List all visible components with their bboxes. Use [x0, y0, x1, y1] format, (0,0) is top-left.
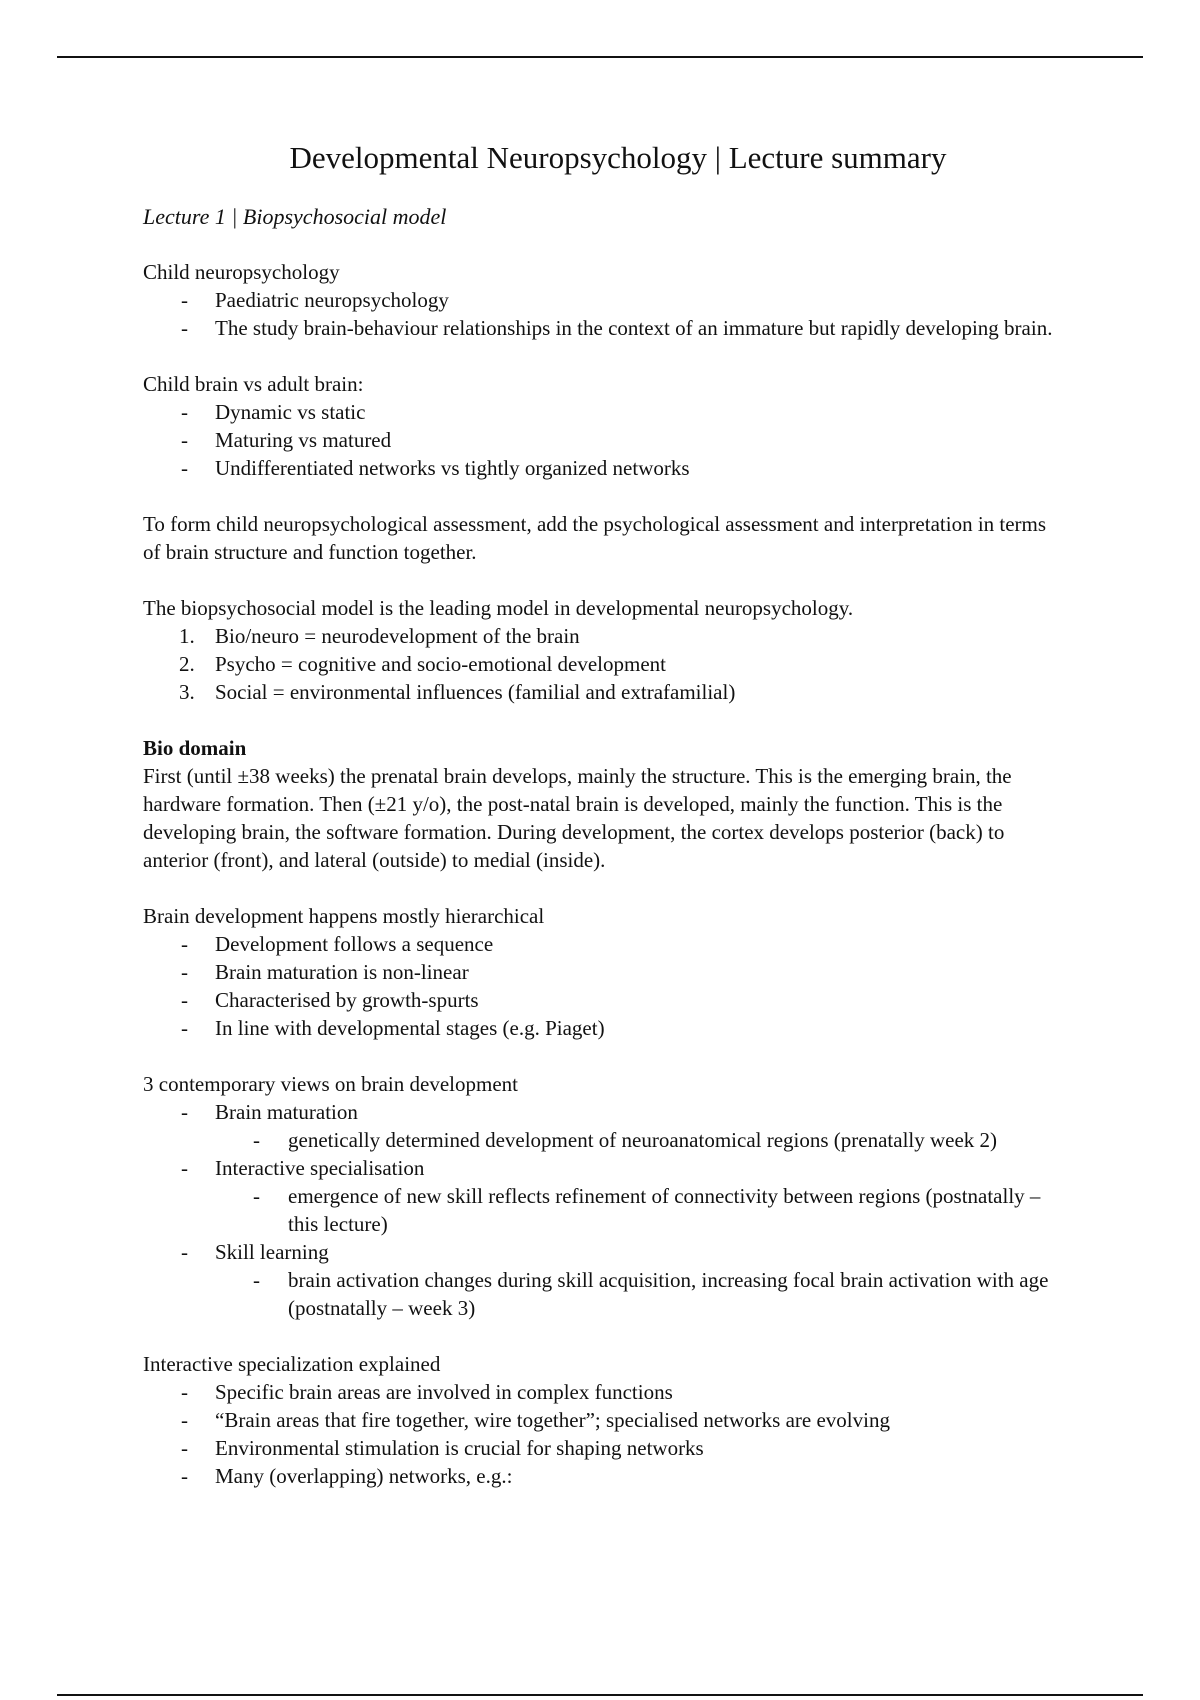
dash-marker: -: [181, 1016, 188, 1040]
dash-marker: -: [181, 1240, 188, 1264]
dash-marker: -: [181, 1436, 188, 1460]
dash-marker: -: [181, 1380, 188, 1404]
views-list: [143, 1098, 1063, 1322]
dash-marker: -: [181, 960, 188, 984]
dash-marker: -: [181, 988, 188, 1012]
list-item: - Environmental stimulation is crucial for shaping networks: [181, 1436, 704, 1460]
list-item: - “Brain areas that fire together, wire together”; specialised networks are evolving: [181, 1408, 890, 1432]
document-title: Developmental Neuropsychology | Lecture summary: [289, 140, 947, 175]
top-rule: [57, 56, 1143, 58]
list-item: - Skill learning: [181, 1240, 329, 1264]
bio-domain-paragraph: First (until ±38 weeks) the prenatal brain develops, mainly the structure. This is the emerging brain, the hardware formation. Then (±21 y/o), the post-natal brain is developed, mainly the function. This is the developing brain, the software formation. During development, the cortex develops posterior (back) to anterior (front), and lateral (outside) to medial (inside).: [143, 764, 1012, 872]
bottom-rule: [57, 1694, 1143, 1696]
section-heading-child-vs-adult: Child brain vs adult brain:: [143, 372, 364, 396]
list-item: - Maturing vs matured: [181, 428, 392, 452]
list-number: 2.: [179, 652, 195, 676]
document-page: [143, 140, 1063, 1490]
lecture-heading: Lecture 1 | Biopsychosocial model: [143, 204, 447, 229]
biopsychosocial-list: [143, 622, 1063, 706]
section-heading-child-neuropsychology: Child neuropsychology: [143, 260, 340, 284]
list-item: - Interactive specialisation: [181, 1156, 425, 1180]
section-heading-biopsychosocial: The biopsychosocial model is the leading model in developmental neuropsychology.: [143, 596, 854, 620]
hierarchical-list: [143, 930, 1063, 1042]
dash-marker: -: [181, 288, 188, 312]
list-number: 1.: [179, 624, 195, 648]
dash-marker: -: [181, 1156, 188, 1180]
section-heading-hierarchical: Brain development happens mostly hierarchical: [143, 904, 545, 928]
dash-marker: -: [181, 400, 188, 424]
list-number: 3.: [179, 680, 195, 704]
section-heading-interactive-specialization: Interactive specialization explained: [143, 1352, 441, 1376]
dash-marker: -: [181, 1464, 188, 1488]
list-item: - Undifferentiated networks vs tightly organized networks: [181, 456, 690, 480]
section-heading-views: 3 contemporary views on brain development: [143, 1072, 518, 1096]
assessment-paragraph: To form child neuropsychological assessment, add the psychological assessment and interpretation in terms of brain structure and function together.: [143, 512, 1047, 564]
dash-marker: -: [181, 1100, 188, 1124]
list-item: - The study brain-behaviour relationships in the context of an immature but rapidly developing brain.: [181, 316, 1053, 340]
list-item: - Many (overlapping) networks, e.g.:: [181, 1464, 513, 1488]
list-item: - Brain maturation: [181, 1100, 358, 1124]
list-item: - Development follows a sequence: [181, 932, 494, 956]
dash-marker: -: [181, 456, 188, 480]
child-neuropsychology-list: [143, 286, 1063, 342]
sub-list-item: - genetically determined development of neuroanatomical regions (prenatally week 2): [253, 1128, 998, 1152]
list-item: 2. Psycho = cognitive and socio-emotional development: [179, 652, 666, 676]
list-item: - Dynamic vs static: [181, 400, 366, 424]
dash-marker: -: [181, 316, 188, 340]
list-item: 3. Social = environmental influences (familial and extrafamilial): [179, 680, 736, 704]
dash-marker: -: [253, 1268, 260, 1292]
dash-marker: -: [181, 932, 188, 956]
dash-marker: -: [181, 428, 188, 452]
list-item: - In line with developmental stages (e.g. Piaget): [181, 1016, 605, 1040]
list-item: - Paediatric neuropsychology: [181, 288, 449, 312]
dash-marker: -: [253, 1184, 260, 1208]
child-vs-adult-list: [143, 398, 1063, 482]
list-item: - Brain maturation is non-linear: [181, 960, 469, 984]
dash-marker: -: [181, 1408, 188, 1432]
list-item: - Specific brain areas are involved in complex functions: [181, 1380, 673, 1404]
sub-list-item: - brain activation changes during skill acquisition, increasing focal brain activation with age (postnatally – week 3): [253, 1268, 1049, 1320]
list-item: - Characterised by growth-spurts: [181, 988, 479, 1012]
sub-list-item: - emergence of new skill reflects refinement of connectivity between regions (postnatally – this lecture): [253, 1184, 1041, 1236]
dash-marker: -: [253, 1128, 260, 1152]
section-heading-bio-domain: Bio domain: [143, 736, 247, 760]
interactive-specialization-list: [143, 1378, 1063, 1490]
list-item: 1. Bio/neuro = neurodevelopment of the brain: [179, 624, 580, 648]
